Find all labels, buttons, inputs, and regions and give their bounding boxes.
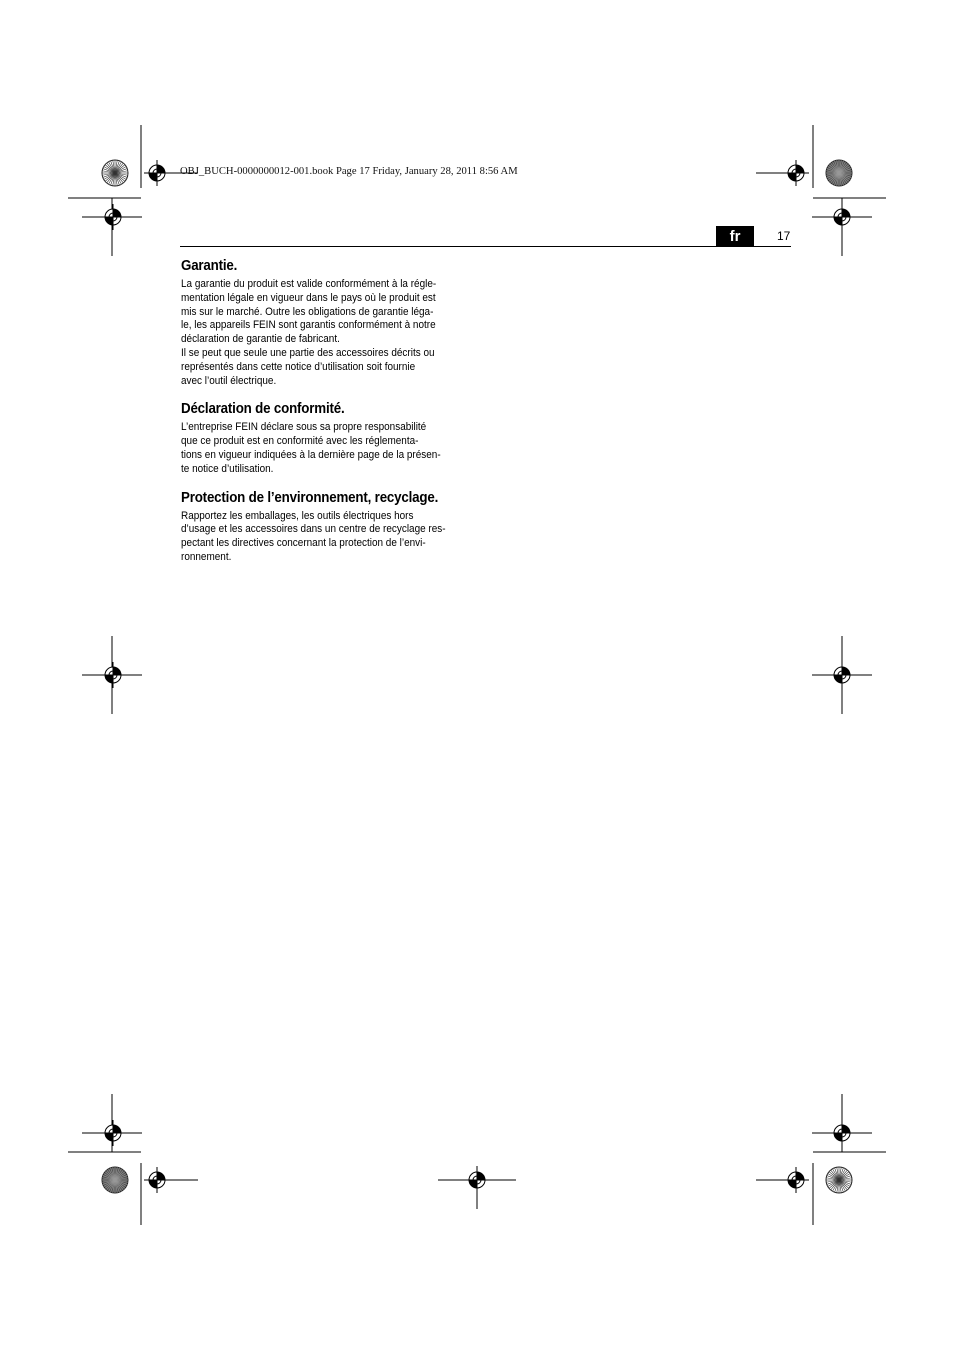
text-line: le, les appareils FEIN sont garantis conformément à notre (181, 319, 436, 332)
registration-mark-icon (144, 1167, 170, 1193)
registration-mark-icon (829, 662, 855, 688)
text-line: Il se peut que seule une partie des accessoires décrits ou (181, 346, 435, 359)
text-line: mis sur le marché. Outre les obligations de garantie léga- (181, 305, 434, 318)
section-title-environnement: Protection de l’environnement, recyclage. (181, 489, 439, 506)
color-wheel-icon (826, 160, 852, 186)
header-rule (180, 246, 791, 247)
registration-mark-icon (829, 1120, 855, 1146)
text-line: d’usage et les accessoires dans un centre de recyclage res- (181, 523, 446, 536)
registration-mark-icon (100, 204, 126, 230)
text-line: représentés dans cette notice d’utilisation soit fournie (181, 360, 416, 373)
page-number: 17 (777, 229, 791, 243)
text-line: avec l’outil électrique. (181, 374, 277, 387)
text-line: ronnement. (181, 550, 232, 563)
paragraph (181, 347, 480, 388)
section-title-declaration: Déclaration de conformité. (181, 401, 345, 418)
paragraph (181, 421, 480, 476)
registration-mark-icon (783, 160, 809, 186)
text-line: que ce produit est en conformité avec les réglementa- (181, 435, 419, 448)
text-line: La garantie du produit est valide conformément à la régle- (181, 278, 437, 290)
color-wheel-icon (102, 160, 128, 186)
text-line: te notice d’utilisation. (181, 462, 274, 475)
text-line: tions en vigueur indiquées à la dernière page de la présen- (181, 448, 441, 461)
registration-mark-icon (100, 1120, 126, 1146)
color-wheel-icon (102, 1167, 128, 1193)
text-line: mentation légale en vigueur dans le pays où le produit est (181, 291, 436, 304)
registration-mark-icon (100, 662, 126, 688)
text-line: L’entreprise FEIN déclare sous sa propre responsabilité (181, 421, 427, 434)
print-header: OBJ_BUCH-0000000012-001.book Page 17 Friday, January 28, 2011 8:56 AM (180, 166, 518, 177)
text-line: Rapportez les emballages, les outils électriques hors (181, 509, 414, 522)
registration-mark-icon (829, 204, 855, 230)
registration-mark-icon (464, 1167, 490, 1193)
section-title-garantie: Garantie. (181, 258, 238, 274)
registration-mark-icon (144, 160, 170, 186)
paragraph (181, 510, 480, 565)
text-line: pectant les directives concernant la protection de l’envi- (181, 537, 426, 550)
registration-mark-icon (783, 1167, 809, 1193)
color-wheel-icon (826, 1167, 852, 1193)
text-column (181, 256, 481, 565)
text-line: déclaration de garantie de fabricant. (181, 333, 340, 346)
language-badge: fr (716, 226, 754, 247)
paragraph (181, 278, 480, 347)
